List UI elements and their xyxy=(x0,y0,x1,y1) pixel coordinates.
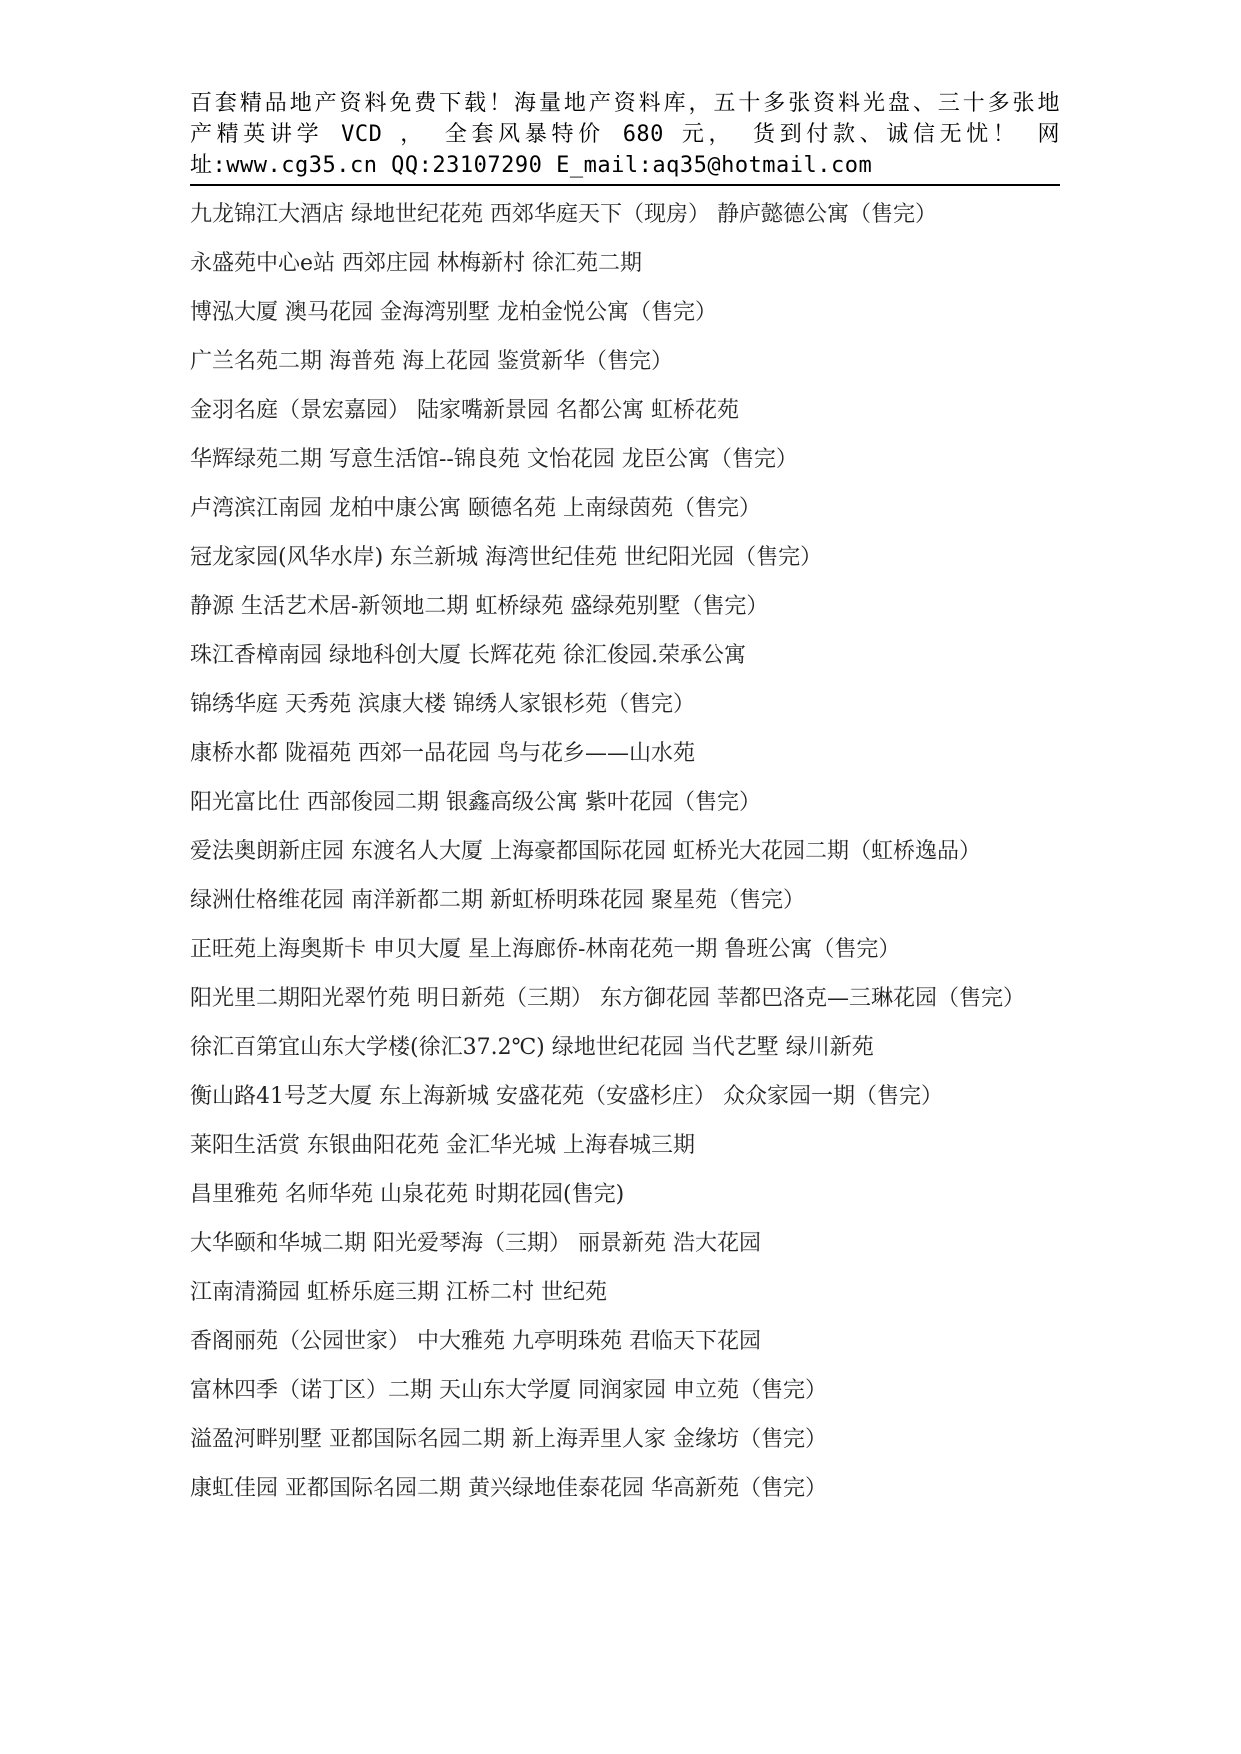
list-item: 永盛苑中心e站 西郊庄园 林梅新村 徐汇苑二期 xyxy=(190,251,643,276)
list-item: 昌里雅苑 名师华苑 山泉花苑 时期花园(售完) xyxy=(190,1182,625,1207)
list-item: 锦绣华庭 天秀苑 滨康大楼 锦绣人家银杉苑（售完） xyxy=(190,692,695,717)
list-item: 衡山路41号芝大厦 东上海新城 安盛花苑（安盛杉庄） 众众家园一期（售完） xyxy=(190,1084,943,1109)
list-item: 正旺苑上海奥斯卡 申贝大厦 星上海廊侨-林南花苑一期 鲁班公寓（售完） xyxy=(190,937,901,962)
list-item: 九龙锦江大酒店 绿地世纪花苑 西郊华庭天下（现房） 静庐懿德公寓（售完） xyxy=(190,202,937,227)
header-line-2: 产精英讲学 VCD ， 全套风暴特价 680 元， 货到付款、诚信无忧！ 网 xyxy=(190,122,1060,147)
list-item: 江南清漪园 虹桥乐庭三期 江桥二村 世纪苑 xyxy=(190,1280,607,1305)
list-item: 爱法奥朗新庄园 东渡名人大厦 上海豪都国际花园 虹桥光大花园二期（虹桥逸品） xyxy=(190,839,981,864)
list-item: 阳光富比仕 西部俊园二期 银鑫高级公寓 紫叶花园（售完） xyxy=(190,790,761,815)
list-item: 大华颐和华城二期 阳光爱琴海（三期） 丽景新苑 浩大花园 xyxy=(190,1231,761,1256)
document-header xyxy=(190,88,1060,186)
list-item: 冠龙家园(风华水岸) 东兰新城 海湾世纪佳苑 世纪阳光园（售完） xyxy=(190,545,823,570)
list-item: 金羽名庭（景宏嘉园） 陆家嘴新景园 名都公寓 虹桥花苑 xyxy=(190,398,739,423)
list-item: 静源 生活艺术居-新领地二期 虹桥绿苑 盛绿苑别墅（售完） xyxy=(190,594,769,619)
list-item: 富林四季（诺丁区）二期 天山东大学厦 同润家园 申立苑（售完） xyxy=(190,1378,827,1403)
list-item: 珠江香樟南园 绿地科创大厦 长辉花苑 徐汇俊园.荣承公寓 xyxy=(190,643,746,668)
list-item: 华辉绿苑二期 写意生活馆--锦良苑 文怡花园 龙臣公寓（售完） xyxy=(190,447,798,472)
list-item: 徐汇百第宜山东大学楼(徐汇37.2℃) 绿地世纪花园 当代艺墅 绿川新苑 xyxy=(190,1035,874,1060)
list-item: 卢湾滨江南园 龙柏中康公寓 颐德名苑 上南绿茵苑（售完） xyxy=(190,496,761,521)
list-item: 广兰名苑二期 海普苑 海上花园 鉴赏新华（售完） xyxy=(190,349,673,374)
list-item: 溢盈河畔别墅 亚都国际名园二期 新上海弄里人家 金缘坊（售完） xyxy=(190,1427,827,1452)
list-item: 香阁丽苑（公园世家） 中大雅苑 九亭明珠苑 君临天下花园 xyxy=(190,1329,761,1354)
list-item: 阳光里二期阳光翠竹苑 明日新苑（三期） 东方御花园 莘都巴洛克—三琳花园（售完） xyxy=(190,986,1025,1011)
document-page xyxy=(190,88,1060,1513)
header-line-1: 百套精品地产资料免费下载！海量地产资料库，五十多张资料光盘、三十多张地 xyxy=(190,91,1060,116)
header-line-3: 址:www.cg35.cn QQ:23107290 E_mail:aq35@hotmail.com xyxy=(190,153,873,178)
list-item: 绿洲仕格维花园 南洋新都二期 新虹桥明珠花园 聚星苑（售完） xyxy=(190,888,805,913)
list-item: 莱阳生活赏 东银曲阳花苑 金汇华光城 上海春城三期 xyxy=(190,1133,695,1158)
list-item: 博泓大厦 澳马花园 金海湾别墅 龙柏金悦公寓（售完） xyxy=(190,300,717,325)
list-item: 康虹佳园 亚都国际名园二期 黄兴绿地佳泰花园 华高新苑（售完） xyxy=(190,1476,827,1501)
list-item: 康桥水都 陇福苑 西郊一品花园 鸟与花乡——山水苑 xyxy=(190,741,695,766)
property-list xyxy=(190,190,1060,1513)
